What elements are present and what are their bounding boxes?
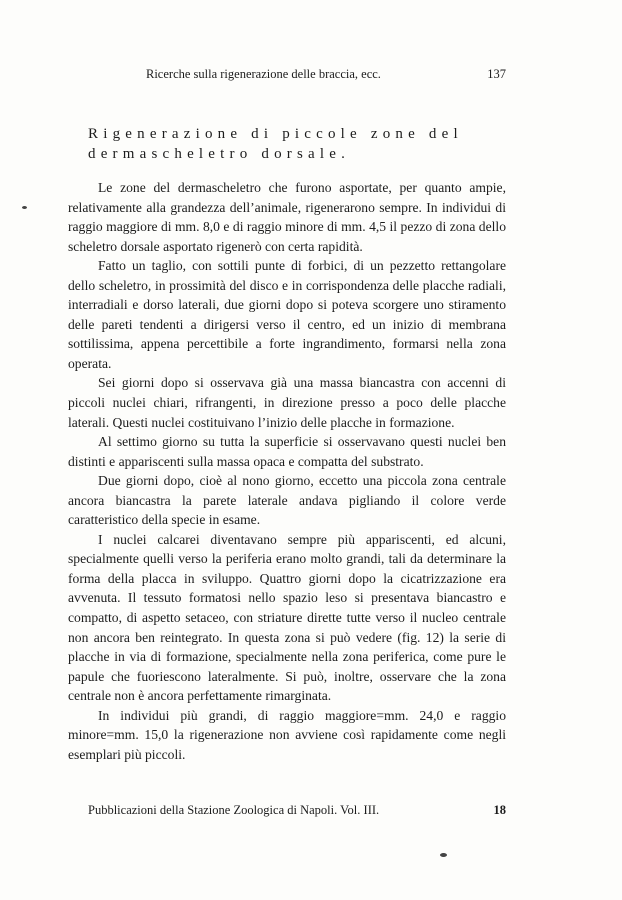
paragraph: Due giorni dopo, cioè al nono giorno, eccetto una piccola zona centrale ancora biancastra la parete laterale andava pigliando il colore verde caratteristico della specie in esame. <box>68 473 506 528</box>
page-number: 137 <box>487 67 506 81</box>
paragraph: Sei giorni dopo si osservava già una massa biancastra con accenni di piccoli nuclei chiari, rifrangenti, in direzione presso a poco delle placche laterali. Questi nuclei costituivano l’inizio delle placche in formazione. <box>68 375 506 430</box>
paragraph: I nuclei calcarei diventavano sempre più appariscenti, ed alcuni, specialmente quelli verso la periferia erano molto grandi, tali da determinare la forma della placca in sviluppo. Quattro giorni dopo la cicatrizzazione era avvenuta. Il tessuto formatosi nello spazio leso si presentava biancastro e compatto, di aspetto setaceo, con striature dirette tutte verso il nucleo centrale non ancora ben reintegrato. In questa zona si può vedere (fig. 12) la serie di placche in via di formazione, specialmente nella zona periferica, come pure le papule che fuoriescono lateralmente. Si può, inoltre, osservare che la zona centrale non è ancora perfettamente rimarginata. <box>68 531 506 704</box>
paragraph: Le zone del dermascheletro che furono asportate, per quanto ampie, relativamente alla grandezza dell’animale, rigenerarono sempre. In individui di raggio maggiore di mm. 8,0 e di raggio minore di mm. 4,5 il pezzo di zona dello scheletro dorsale asportato rigenerò con certa rapidità. <box>68 180 506 254</box>
paragraph: Fatto un taglio, con sottili punte di forbici, di un pezzetto rettangolare dello scheletro, in prossimità del disco e in corrispondenza delle placche radiali, interradiali e dorso laterali, due giorni dopo si poteva scorgere uno stiramento delle pareti tendenti a dirigersi verso il centro, ed un inizio di membrana sottilissima, appena percettibile a forte ingrandimento, formarsi nella zona operata. <box>68 258 506 371</box>
section-title: Rigenerazione di piccole zone del dermascheletro dorsale. <box>88 126 463 162</box>
ink-speck <box>22 206 27 209</box>
ink-speck <box>440 853 447 857</box>
paragraph: Al settimo giorno su tutta la superficie si osservavano questi nuclei ben distinti e appariscenti sulla massa opaca e compatta del substrato. <box>68 434 506 469</box>
paragraph: In individui più grandi, di raggio maggiore=mm. 24,0 e raggio minore=mm. 15,0 la rigenerazione non avviene così rapidamente come negli esemplari più piccoli. <box>68 707 506 762</box>
footer-publication-title: Pubblicazioni della Stazione Zoologica di Napoli. Vol. III. <box>88 803 380 817</box>
running-head-title: Ricerche sulla rigenerazione delle braccia, ecc. <box>146 67 381 81</box>
footer-signature-number: 18 <box>493 803 506 817</box>
body-text <box>68 178 506 764</box>
